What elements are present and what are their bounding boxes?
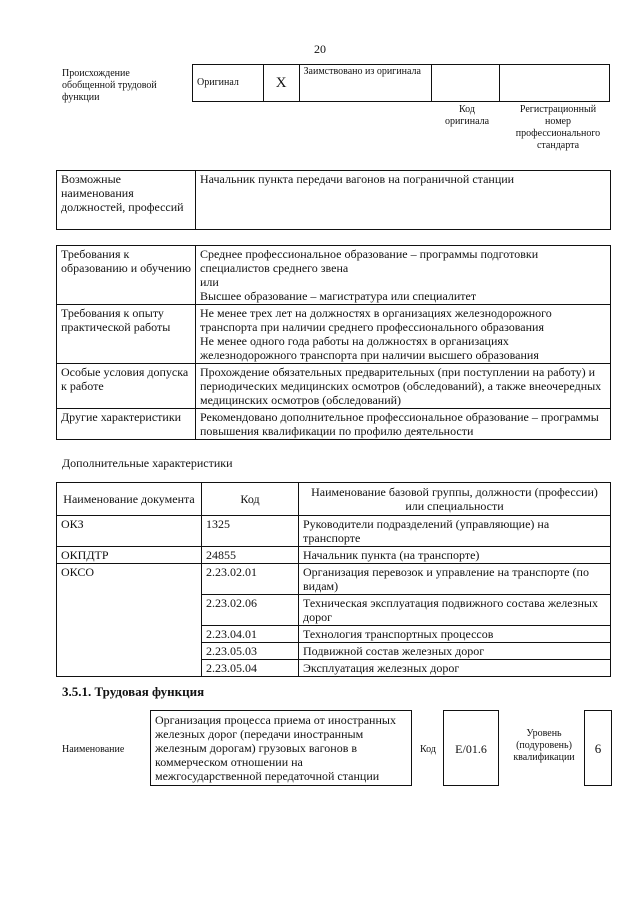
origin-original: Оригинал [193, 65, 264, 102]
req-line: Рекомендовано дополнительное профессиональное образование – программы повышения квалификации по профилю деятельности [200, 410, 599, 438]
row-code: 2.23.05.03 [202, 643, 299, 660]
req-row [57, 246, 611, 305]
req-value [196, 409, 611, 440]
row-code: 2.23.02.06 [202, 595, 299, 626]
row-doc: ОКЗ [57, 516, 202, 547]
function-name-label: Наименование [62, 744, 125, 755]
additional-title: Дополнительные характеристики [62, 456, 233, 470]
row-doc: ОКСО [57, 564, 202, 677]
additional-table [56, 482, 611, 677]
req-label: Другие характеристики [57, 409, 196, 440]
req-line: Прохождение обязательных предварительных (при поступлении на работу) и периодических медицинских осмотров (обследований), а также внеочередных медицинских осмотров (обследований) [200, 365, 602, 407]
origin-reg-cell [500, 65, 610, 102]
req-row [57, 364, 611, 409]
row-code: 2.23.05.04 [202, 660, 299, 677]
row-code: 2.23.02.01 [202, 564, 299, 595]
function-level-label: Уровень (подуровень) квалификации [513, 728, 575, 763]
function-level-value: 6 [584, 710, 612, 786]
req-line: Не менее одного года работы на должностях в организациях железнодорожного транспорта при наличии высшего образования [200, 334, 539, 362]
row-name: Начальник пункта (на транспорте) [299, 547, 611, 564]
header-doc: Наименование документа [57, 483, 202, 516]
header-name: Наименование базовой группы, должности (профессии) или специальности [299, 483, 611, 516]
header-code: Код [202, 483, 299, 516]
function-heading: 3.5.1. Трудовая функция [62, 684, 205, 699]
requirements-table [56, 245, 611, 440]
req-line: или [200, 275, 219, 289]
function-name-value: Организация процесса приема от иностранных железных дорог (передачи иностранным железным дорогам) грузовых вагонов в коммерческом отношении на межгосударственной передаточной станции [150, 710, 412, 786]
origin-mark: X [263, 65, 299, 102]
function-code-label: Код [420, 744, 436, 755]
table-row [57, 516, 611, 547]
row-name: Техническая эксплуатация подвижного состава железных дорог [299, 595, 611, 626]
table-row [57, 564, 611, 595]
row-name: Организация перевозок и управление на транспорте (по видам) [299, 564, 611, 595]
origin-table [192, 64, 610, 102]
function-code-value: E/01.6 [443, 710, 499, 786]
origin-label: Происхождение обобщенной трудовой функции [62, 68, 157, 103]
req-value [196, 364, 611, 409]
row-name: Эксплуатация железных дорог [299, 660, 611, 677]
positions-value: Начальник пункта передачи вагонов на пограничной станции [196, 171, 611, 230]
origin-code-cell [431, 65, 500, 102]
req-value [196, 305, 611, 364]
table-row [57, 547, 611, 564]
row-code: 2.23.04.01 [202, 626, 299, 643]
origin-code-caption: Код оригинала [444, 104, 490, 127]
additional-header-row [57, 483, 611, 516]
row-name: Подвижной состав железных дорог [299, 643, 611, 660]
positions-table [56, 170, 611, 230]
origin-borrowed: Заимствовано из оригинала [299, 65, 431, 102]
row-name: Технология транспортных процессов [299, 626, 611, 643]
row-name: Руководители подразделений (управляющие) на транспорте [299, 516, 611, 547]
req-label: Требования к опыту практической работы [57, 305, 196, 364]
req-line: Среднее профессиональное образование – программы подготовки специалистов среднего звена [200, 247, 539, 275]
req-line: Высшее образование – магистратура или специалитет [200, 289, 477, 303]
req-label: Требования к образованию и обучению [57, 246, 196, 305]
row-doc: ОКПДТР [57, 547, 202, 564]
req-row [57, 409, 611, 440]
row-code: 24855 [202, 547, 299, 564]
req-value [196, 246, 611, 305]
req-label: Особые условия допуска к работе [57, 364, 196, 409]
row-code: 1325 [202, 516, 299, 547]
req-row [57, 305, 611, 364]
positions-label: Возможные наименования должностей, профессий [57, 171, 196, 230]
origin-reg-caption: Регистрационный номер профессионального стандарта [515, 104, 601, 151]
req-line: Не менее трех лет на должностях в организациях железнодорожного транспорта при наличии среднего профессионального образования [200, 306, 552, 334]
page-number: 20 [314, 42, 326, 56]
